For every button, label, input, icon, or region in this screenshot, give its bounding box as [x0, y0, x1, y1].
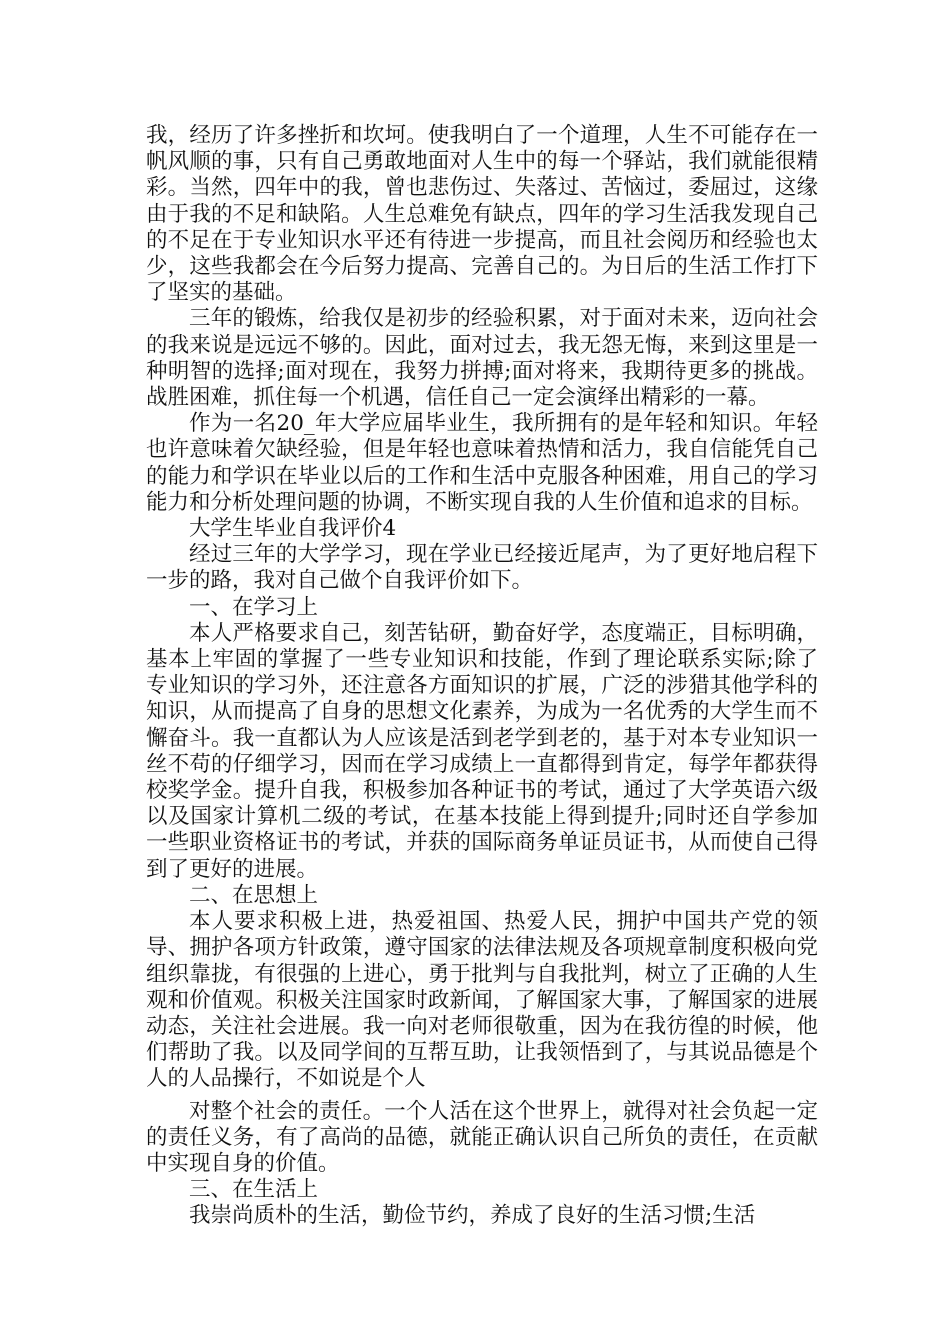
paragraph-study: 本人严格要求自己，刻苦钻研，勤奋好学，态度端正，目标明确，基本上牢固的掌握了一些专业知识和技能，作到了理论联系实际;除了专业知识的学习外，还注意各方面知识的扩展，广泛的涉猎其他学科的知识，从而提高了自身的思想文化素养，为成为一名优秀的大学生而不懈奋斗。我一直都认为人应该是活到老学到老的，基于对本专业知识一丝不苟的仔细学习，因而在学习成绩上一直都得到肯定，每学年都获得校奖学金。提升自我，积极参加各种证书的考试，通过了大学英语六级以及国家计算机二级的考试，在基本技能上得到提升;同时还自学参加一些职业资格证书的考试，并获的国际商务单证员证书，从而使自己得到了更好的进展。	[146, 620, 818, 882]
heading-life: 三、在生活上	[189, 1177, 319, 1203]
paragraph-responsibility: 对整个社会的责任。一个人活在这个世界上，就得对社会负起一定的责任义务，有了高尚的品德，就能正确认识自己所负的责任，在贡献中实现自身的价值。	[146, 1098, 818, 1176]
heading-study: 一、在学习上	[189, 594, 319, 620]
paragraph-graduate-statement: 作为一名20_年大学应届毕业生，我所拥有的是年轻和知识。年轻也许意味着欠缺经验，但是年轻也意味着热情和活力，我自信能凭自己的能力和学识在毕业以后的工作和生活中克服各种困难，用自己的学习能力和分析处理问题的协调，不断实现自我的人生价值和追求的目标。	[146, 411, 818, 515]
heading-thought: 二、在思想上	[189, 882, 319, 908]
paragraph-intro: 经过三年的大学学习，现在学业已经接近尾声，为了更好地启程下一步的路，我对自己做个自我评价如下。	[146, 542, 818, 594]
paragraph-three-years-training: 三年的锻炼，给我仅是初步的经验积累，对于面对未来，迈向社会的我来说是远远不够的。因此，面对过去，我无怨无悔，来到这里是一种明智的选择;面对现在，我努力拼搏;面对将来，我期待更多的挑战。战胜困难，抓住每一个机遇，信任自己一定会演绎出精彩的一幕。	[146, 306, 818, 411]
section-title-self-evaluation-4: 大学生毕业自我评价4	[189, 516, 397, 542]
paragraph-reflection-continued: 我，经历了许多挫折和坎坷。使我明白了一个道理，人生不可能存在一帆风顺的事，只有自己勇敢地面对人生中的每一个驿站，我们就能很精彩。当然，四年中的我，曾也悲伤过、失落过、苦恼过，委屈过，这缘由于我的不足和缺陷。人生总难免有缺点，四年的学习生活我发现自己的不足在于专业知识水平还有待进一步提高，而且社会阅历和经验也太少，这些我都会在今后努力提高、完善自己的。为日后的生活工作打下了坚实的基础。	[146, 123, 818, 306]
paragraph-life: 我崇尚质朴的生活，勤俭节约，养成了良好的生活习惯;生活	[189, 1203, 756, 1229]
paragraph-thought: 本人要求积极上进，热爱祖国、热爱人民，拥护中国共产党的领导、拥护各项方针政策，遵守国家的法律法规及各项规章制度积极向党组织靠拢，有很强的上进心，勇于批判与自我批判，树立了正确的人生观和价值观。积极关注国家时政新闻，了解国家大事，了解国家的进展动态，关注社会进展。我一向对老师很敬重，因为在我彷徨的时候，他们帮助了我。以及同学间的互帮互助，让我领悟到了，与其说品德是个人的人品操行，不如说是个人	[146, 909, 818, 1092]
document-body	[146, 123, 818, 1230]
